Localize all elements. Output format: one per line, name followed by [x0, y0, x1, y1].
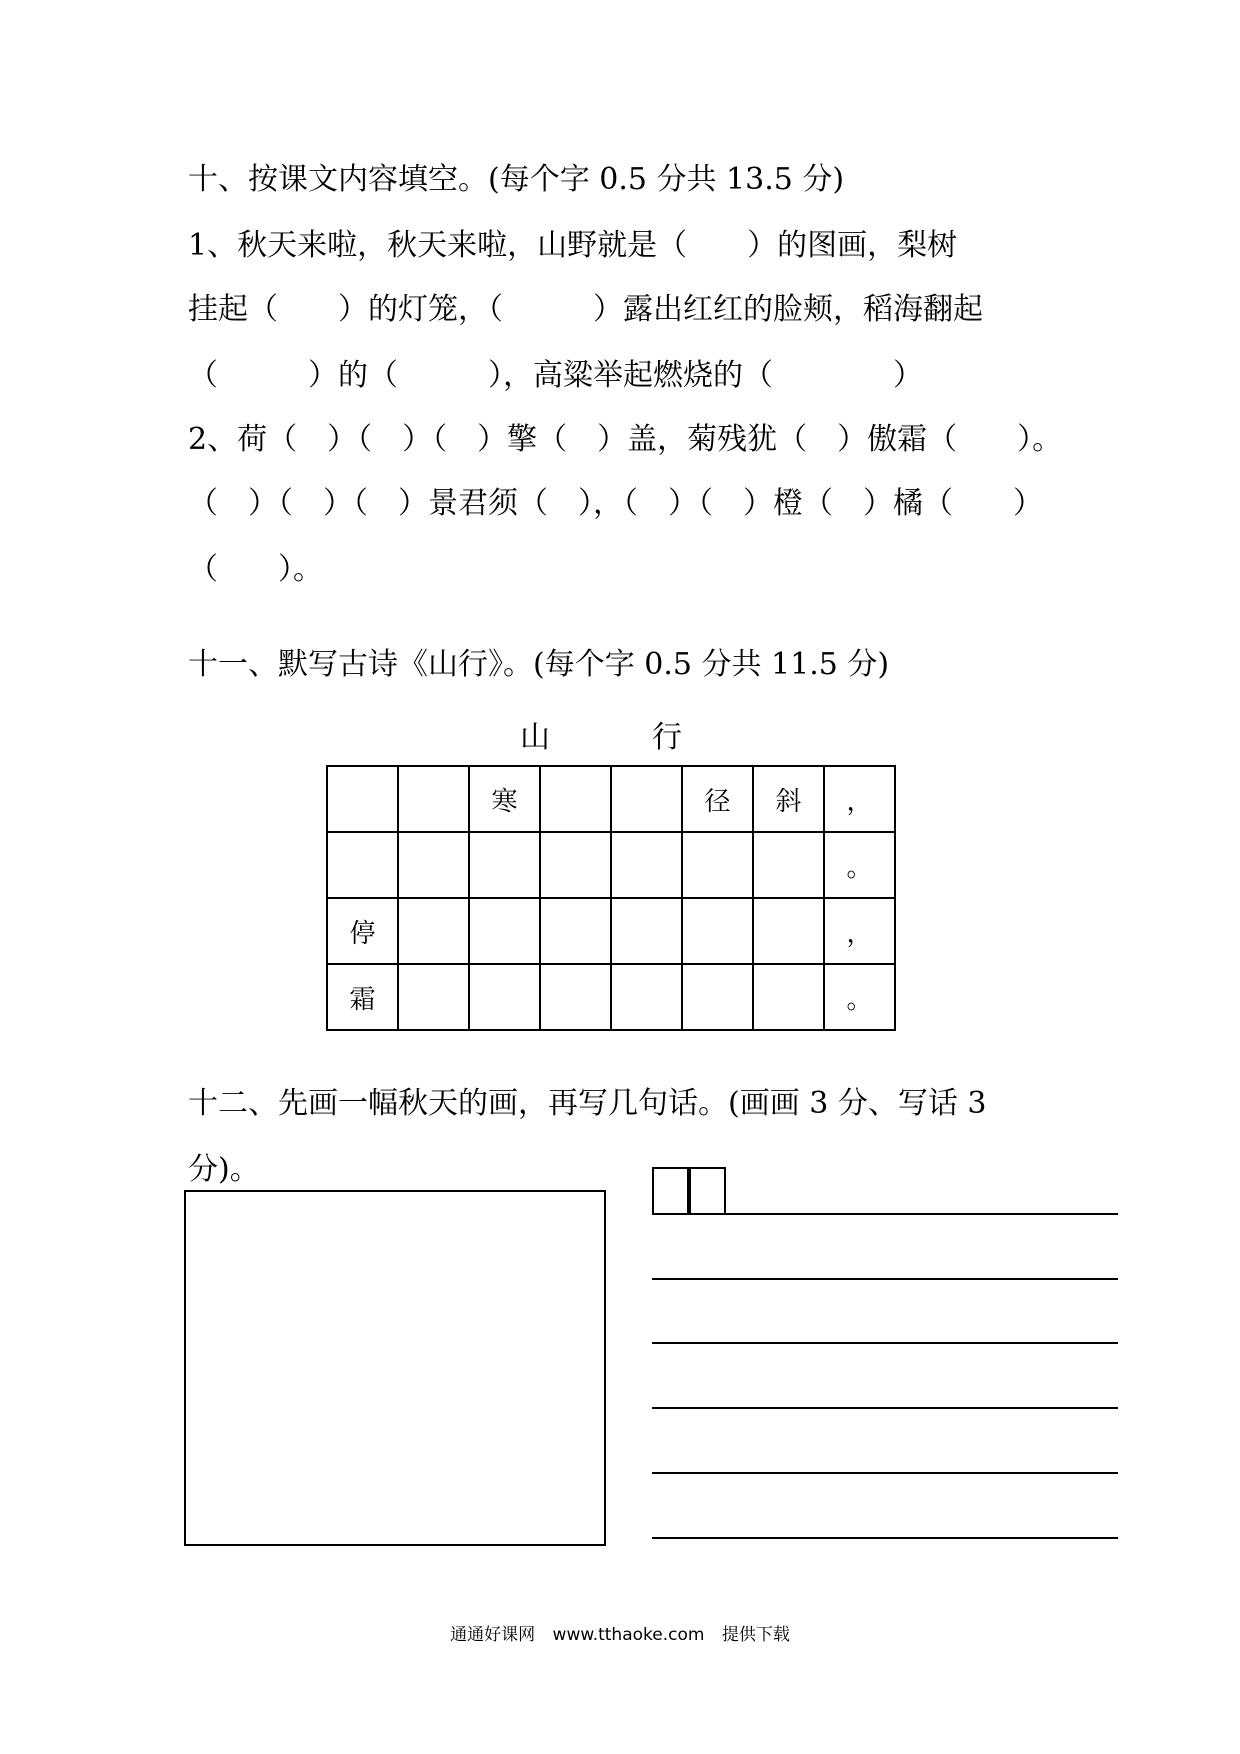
poem-cell[interactable]: [469, 964, 540, 1030]
q1-line-1: 1、秋天来啦，秋天来啦，山野就是（ ）的图画，梨树: [188, 228, 958, 263]
section-12-heading-line-2: 分)。: [188, 1152, 260, 1187]
poem-cell[interactable]: 。: [824, 964, 895, 1030]
section-10-heading: 十、按课文内容填空。(每个字 0.5 分共 13.5 分): [188, 162, 845, 197]
poem-cell[interactable]: [540, 766, 611, 832]
poem-cell[interactable]: [753, 964, 824, 1030]
footer-note: 提供下载: [721, 1625, 790, 1645]
poem-cell[interactable]: 径: [682, 766, 753, 832]
poem-cell[interactable]: [469, 898, 540, 964]
poem-grid-row: [327, 964, 895, 1030]
poem-cell[interactable]: [611, 832, 682, 898]
poem-cell[interactable]: [398, 766, 469, 832]
poem-cell[interactable]: [469, 832, 540, 898]
poem-grid-row: [327, 832, 895, 898]
poem-cell[interactable]: [540, 964, 611, 1030]
poem-cell[interactable]: [611, 766, 682, 832]
poem-cell[interactable]: 停: [327, 898, 398, 964]
poem-cell[interactable]: 斜: [753, 766, 824, 832]
poem-cell[interactable]: [398, 964, 469, 1030]
q1-line-3: （ ）的（ ），高粱举起燃烧的（ ）: [188, 358, 923, 393]
writing-line[interactable]: [726, 1213, 1118, 1215]
poem-cell[interactable]: [682, 898, 753, 964]
poem-cell[interactable]: [611, 964, 682, 1030]
poem-grid-row: [327, 766, 895, 832]
poem-cell[interactable]: 寒: [469, 766, 540, 832]
poem-cell[interactable]: [398, 832, 469, 898]
footer: [0, 1620, 1240, 1645]
indent-box-1: [652, 1167, 689, 1215]
drawing-area[interactable]: [184, 1190, 606, 1546]
poem-cell[interactable]: [682, 964, 753, 1030]
poem-cell[interactable]: [327, 832, 398, 898]
writing-line[interactable]: [652, 1407, 1118, 1409]
poem-cell[interactable]: [398, 898, 469, 964]
poem-cell[interactable]: [327, 766, 398, 832]
poem-cell[interactable]: [682, 832, 753, 898]
poem-title-char-1: 山: [520, 720, 550, 755]
q2-line-1: 2、荷（ ）（ ）（ ）擎（ ）盖，菊残犹（ ）傲霜（ ）。: [188, 422, 1063, 457]
indent-box-2: [689, 1167, 726, 1215]
footer-url[interactable]: www.tthaoke.com: [552, 1625, 705, 1645]
poem-cell[interactable]: ，: [824, 898, 895, 964]
q1-line-2: 挂起（ ）的灯笼，（ ）露出红红的脸颊，稻海翻起: [188, 292, 983, 327]
section-11-heading: 十一、默写古诗《山行》。(每个字 0.5 分共 11.5 分): [188, 647, 890, 682]
writing-line[interactable]: [652, 1342, 1118, 1344]
poem-grid: [326, 765, 896, 1031]
poem-cell[interactable]: [611, 898, 682, 964]
poem-cell[interactable]: [540, 898, 611, 964]
poem-cell[interactable]: 霜: [327, 964, 398, 1030]
writing-line[interactable]: [652, 1472, 1118, 1474]
poem-title-char-2: 行: [652, 720, 682, 755]
writing-line[interactable]: [652, 1278, 1118, 1280]
section-12-heading-line-1: 十二、先画一幅秋天的画，再写几句话。(画画 3 分、写话 3: [188, 1086, 987, 1121]
poem-grid-row: [327, 898, 895, 964]
footer-site-name: 通通好课网: [450, 1625, 536, 1645]
poem-cell[interactable]: [753, 832, 824, 898]
q2-line-3: （ ）。: [188, 552, 323, 587]
q2-line-2: （ ）（ ）（ ）景君须（ ），（ ）（ ）橙（ ）橘（ ）: [188, 486, 1043, 521]
writing-line[interactable]: [652, 1537, 1118, 1539]
poem-cell[interactable]: [540, 832, 611, 898]
poem-cell[interactable]: [753, 898, 824, 964]
poem-cell[interactable]: ，: [824, 766, 895, 832]
poem-cell[interactable]: 。: [824, 832, 895, 898]
